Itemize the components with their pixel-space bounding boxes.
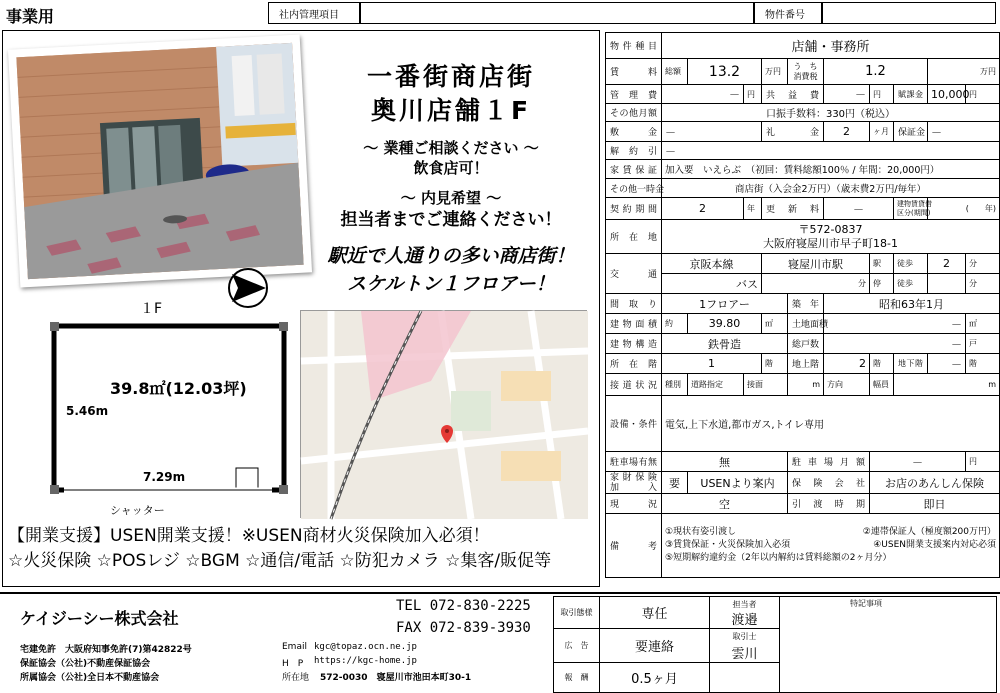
property-no-label: 物件番号: [754, 2, 822, 24]
lease-type-value: ( 年): [928, 198, 1000, 220]
company-tel: TEL 072-830-2225: [396, 598, 531, 614]
handover-label: 引渡時期: [788, 494, 870, 514]
one-time-label: その他一時金: [606, 179, 662, 198]
note-2: ②連帯保証人（極度額200万円）: [862, 527, 997, 537]
land-unit: ㎡: [966, 314, 1000, 334]
traffic-label: 交 通: [606, 254, 662, 294]
bus-unit: 分: [762, 274, 870, 294]
company-name: ケイジーシー株式会社: [20, 609, 179, 628]
note-4: ④USEN開業支援案内対応必須: [873, 540, 997, 550]
land-label: 土地面積: [788, 314, 824, 334]
area-value: 39.80: [688, 314, 762, 334]
license-2: 保証協会（公社)不動産保証協会: [20, 659, 151, 669]
area-label: 建物面積: [606, 314, 662, 334]
parking-fee-label: 駐車場月額: [788, 452, 870, 472]
notes-label: 備 考: [606, 514, 662, 578]
insurer-label: 保険会社: [788, 472, 870, 494]
storefront-image: [16, 43, 303, 279]
hoshokin-value: －: [928, 122, 1000, 142]
headline-4: 飲食店可！: [413, 159, 489, 177]
plan-width: 7.29m: [143, 470, 186, 484]
email-label: Email: [282, 642, 307, 652]
floor-unit: 階: [762, 354, 788, 374]
insurance-source: USENより案内: [688, 472, 788, 494]
headline-8: スケルトン１フロアー！: [347, 273, 555, 295]
status-value: 空: [662, 494, 788, 514]
address-value: 572-0030 寝屋川市池田本町30-1: [320, 673, 472, 683]
storefront-photo: [8, 35, 312, 288]
kind-value: 店舗・事務所: [662, 33, 1000, 59]
road-frontage-unit: m: [788, 374, 824, 396]
bus-fun: 分: [966, 274, 1000, 294]
rent-guarantee-value: 加入要 いえらぶ （初回：賃料総額100％ / 年間：20,000円）: [662, 160, 1000, 179]
staff2-cell: 取引士 雲川: [710, 629, 780, 663]
plan-shutter: シャッター: [110, 504, 165, 517]
mgmt-unit: 円: [744, 85, 762, 104]
road-frontage: 接面: [744, 374, 788, 396]
internal-field[interactable]: [360, 2, 754, 24]
parking-fee-value: －: [870, 452, 966, 472]
road-width: 幅員: [870, 374, 894, 396]
fee-label: 報 酬: [554, 663, 600, 693]
floor-plan: [44, 318, 294, 518]
map-image: [301, 311, 588, 519]
property-table: [605, 32, 1000, 578]
traffic-walk: 2: [928, 254, 966, 274]
hoshokin-label: 保証金: [894, 122, 928, 142]
floor-label-cell: 所在階: [606, 354, 662, 374]
below-value: －: [928, 354, 966, 374]
fee-value: 0.5ヶ月: [600, 663, 710, 693]
mgmt-label: 管理費: [606, 85, 662, 104]
term-unit: 年: [744, 198, 762, 220]
hp-label: H P: [282, 659, 304, 669]
reikin-unit: ヶ月: [870, 122, 894, 142]
location-label: 所在地: [606, 220, 662, 254]
email-value[interactable]: kgc@topaz.ocn.ne.jp: [314, 642, 417, 652]
traffic-eki: 駅: [870, 254, 894, 274]
kaiyaku-value: －: [662, 142, 1000, 160]
parking-label: 駐車場有無: [606, 452, 662, 472]
mgmt-value: －: [662, 85, 744, 104]
special-notes: 特記事項: [780, 597, 997, 693]
plan-depth: 5.46m: [66, 404, 109, 418]
one-time-value: 商店街（入会金2万円）（歳末費2万円/毎年）: [662, 179, 1000, 198]
area-unit: ㎡: [762, 314, 788, 334]
units-unit: 戸: [966, 334, 1000, 354]
insurance-label: 家財保険 加 入: [606, 472, 662, 494]
traffic-fun: 分: [966, 254, 1000, 274]
kyoeki-unit: 円: [870, 85, 894, 104]
term-value: 2: [662, 198, 744, 220]
north-arrow-icon: [226, 266, 270, 310]
location-value: 〒572-0837 大阪府寝屋川市早子町18-1: [662, 220, 1000, 254]
bus-toho: 徒歩: [894, 274, 928, 294]
fuka-value: 10,000: [928, 85, 966, 104]
address-label: 所在地: [282, 673, 310, 683]
kind-label: 物件種目: [606, 33, 662, 59]
units-label: 総戸数: [788, 334, 824, 354]
equip-label: 設備・条件: [606, 396, 662, 452]
chiku-value: 昭和63年1月: [824, 294, 1000, 314]
license-3: 所属協会（公社)全日本不動産協会: [20, 673, 160, 683]
bus-tei: 停: [870, 274, 894, 294]
road-type: 種別: [662, 374, 688, 396]
deal-table: [553, 596, 997, 693]
notes-value: [662, 514, 1000, 578]
hp-value[interactable]: https://kgc-home.jp: [314, 656, 417, 666]
above-label: 地上階: [788, 354, 824, 374]
tax-label: う ち 消費税: [788, 59, 824, 85]
support-block: [8, 524, 598, 574]
company-fax: FAX 072-839-3930: [396, 620, 531, 636]
area-yaku: 約: [662, 314, 688, 334]
headline-1: 一番街商店街: [366, 62, 535, 91]
fuka-unit: 円: [966, 85, 1000, 104]
reikin-value: 2: [824, 122, 870, 142]
other-monthly-label: その他月額: [606, 104, 662, 122]
insurance-required: 要: [662, 472, 688, 494]
kyoeki-label: 共益費: [762, 85, 824, 104]
fuka-label: 賦課金: [894, 85, 928, 104]
support-line-2: ☆火災保険 ☆POSレジ ☆BGM ☆通信/電話 ☆防犯カメラ ☆集客/販促等: [8, 551, 552, 571]
ad-label: 広 告: [554, 629, 600, 663]
headline-6: 担当者までご連絡ください！: [340, 210, 562, 230]
road-direction: 方向: [824, 374, 870, 396]
page-title: 事業用: [6, 7, 55, 26]
chiku-label: 築 年: [788, 294, 824, 314]
insurer-value: お店のあんしん保険: [870, 472, 1000, 494]
headline-block: [306, 60, 596, 298]
above-value: 2: [824, 354, 870, 374]
headline-3: 〜 業種ご相談ください 〜: [363, 139, 539, 157]
headline-7: 駅近で人通りの多い商店街！: [327, 245, 575, 267]
rent-total-label: 総額: [662, 59, 688, 85]
kaiyaku-label: 解約引: [606, 142, 662, 160]
below-label: 地下階: [894, 354, 928, 374]
status-label: 現 況: [606, 494, 662, 514]
headline-2: 奥川店舗１F: [370, 96, 532, 125]
rent-value: 13.2: [688, 59, 762, 85]
other-monthly-value: 口振手数料：330円（税込）: [662, 104, 1000, 122]
license-1: 宅建免許 大阪府知事免許(7)第42822号: [20, 645, 192, 655]
headline-5: 〜 内見希望 〜: [400, 189, 502, 207]
tax-unit: 万円: [928, 59, 1000, 85]
structure-value: 鉄骨造: [662, 334, 788, 354]
floor-value: 1: [662, 354, 762, 374]
shikikin-label: 敷 金: [606, 122, 662, 142]
road-designation: 道路指定: [688, 374, 744, 396]
tax-value: 1.2: [824, 59, 928, 85]
deal-label: 取引態様: [554, 597, 600, 629]
note-5: ⑤短期解約違約金（2年以内解約は賃料総額の2ヶ月分）: [665, 553, 892, 563]
internal-label: 社内管理項目: [268, 2, 360, 24]
support-line-1: 【開業支援】USEN開業支援！※USEN商材火災保険加入必須！: [8, 526, 490, 546]
madori-value: 1フロアー: [662, 294, 788, 314]
floor-label: １F: [140, 301, 163, 317]
road-label: 接道状況: [606, 374, 662, 396]
ad-value: 要連絡: [600, 629, 710, 663]
units-value: －: [824, 334, 966, 354]
renew-label: 更新料: [762, 198, 824, 220]
parking-value: 無: [662, 452, 788, 472]
madori-label: 間取り: [606, 294, 662, 314]
handover-value: 即日: [870, 494, 1000, 514]
rent-unit: 万円: [762, 59, 788, 85]
equip-value: 電気,上下水道,都市ガス,トイレ専用: [662, 396, 1000, 452]
note-3: ③賃貸保証・火災保険加入必須: [665, 540, 791, 550]
traffic-line: 京阪本線: [662, 254, 762, 274]
bus-label: バス: [662, 274, 762, 294]
plan-area: 39.8㎡(12.03坪): [110, 379, 247, 398]
kyoeki-value: －: [824, 85, 870, 104]
traffic-station: 寝屋川市駅: [762, 254, 870, 274]
traffic-toho: 徒歩: [894, 254, 928, 274]
rent-guarantee-label: 家賃保証: [606, 160, 662, 179]
below-unit: 階: [966, 354, 1000, 374]
road-width-unit: m: [894, 374, 1000, 396]
shikikin-value: －: [662, 122, 762, 142]
note-1: ①現状有姿引渡し: [665, 527, 737, 537]
location-map[interactable]: [300, 310, 587, 518]
staff-cell: 担当者 渡邉: [710, 597, 780, 629]
parking-fee-unit: 円: [966, 452, 1000, 472]
structure-label: 建物構造: [606, 334, 662, 354]
renew-value: －: [824, 198, 894, 220]
above-unit: 階: [870, 354, 894, 374]
term-label: 契約期間: [606, 198, 662, 220]
land-value: －: [824, 314, 966, 334]
property-no-field[interactable]: [822, 2, 996, 24]
reikin-label: 礼 金: [762, 122, 824, 142]
rent-label: 賃 料: [606, 59, 662, 85]
lease-type-label: 建物賃貸借 区分(期間): [894, 198, 928, 220]
deal-value: 専任: [600, 597, 710, 629]
